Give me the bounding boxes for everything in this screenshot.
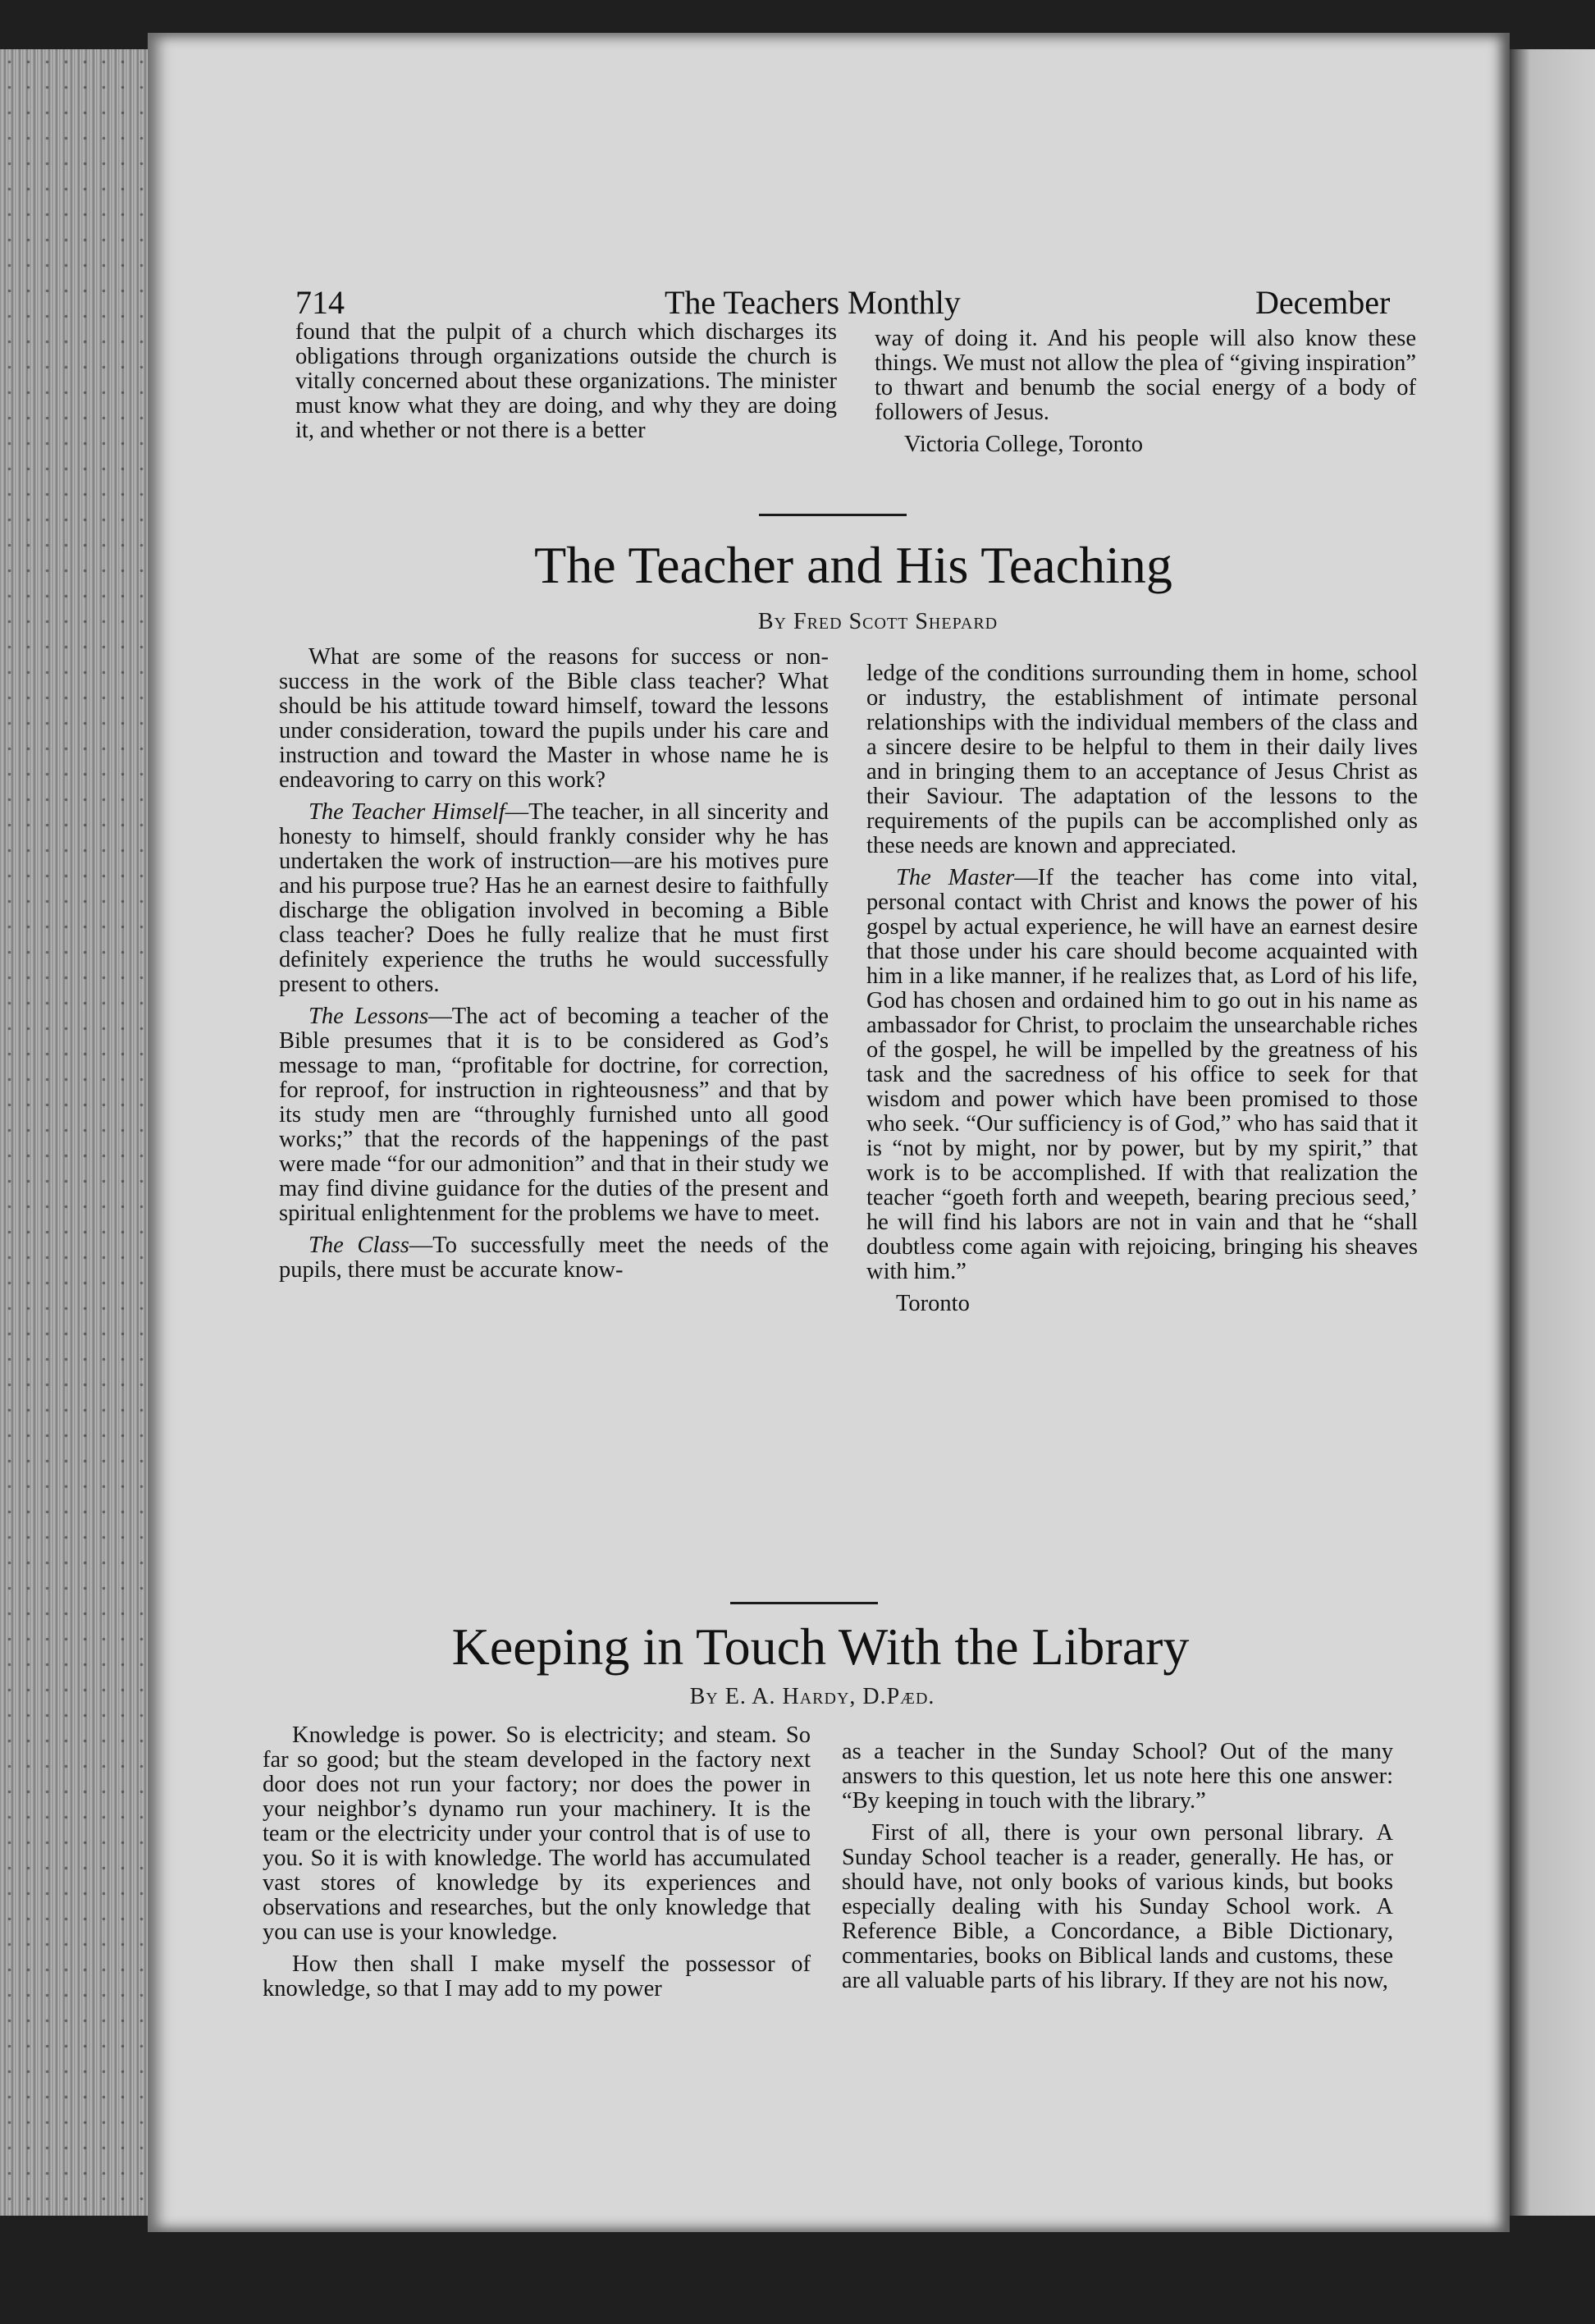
article1-lessons: The Lessons—The act of becoming a teacher of the Bible presumes that it is to be considered as God’s message to man, “profitable for doctrine, for correction, for reproof, for instruction in righteousness” and that by its study men are “throughly furnished unto all good works;” that the records of the happenings of the past were made “for our admonition” and that in their study we may find divine guidance for the duties of the present and spiritual enlightenment for the problems we have to meet. — [279, 1004, 829, 1226]
prev-article-signoff: Victoria College, Toronto — [904, 432, 1143, 457]
article1-signoff: Toronto — [896, 1291, 970, 1316]
prev-article-text-1: found that the pulpit of a church which discharges its obligations through organizations outside the church is vitally concerned about these organizations. The minister must know what they are doing, and why they are doing it, and whether or not there is a better — [295, 319, 837, 443]
article-title-library: Keeping in Touch With the Library — [451, 1617, 1190, 1676]
article1-master: The Master—If the teacher has come into vital, personal contact with Christ and knows the power of his gospel by actual experience, he will have an earnest desire that those under his care should become acquainted with him in a like manner, if he realizes that, as Lord of his life, God has chosen and ordained him to go out in his name as ambassador for Christ, to proclaim the unsearchable riches of the gospel, he will be impelled by the greatness of his task and the sacredness of his office to seek for that wisdom and power which have been promised to those who seek. “Our sufficiency is of God,” who has said that it is “not by might, nor by power, but by my spirit,” that work is to be accomplished. If with that realization the teacher “goeth forth and weepeth, bearing precious seed,’ he will find his labors are not in vain and that he “shall doubtless come again with rejoicing, bringing his sheaves with him.” — [866, 865, 1418, 1284]
article1-intro: What are some of the reasons for success or non-success in the work of the Bible class teacher? What should be his attitude toward himself, toward the lessons under consideration, toward the pupils under his care and instruction and toward the Master in whose name he is endeavoring to carry on this work? — [279, 644, 829, 793]
facing-page-edge — [1510, 49, 1595, 2216]
article2-col2 — [842, 1740, 1393, 2001]
article1-class: The Class—To successfully meet the needs of the pupils, there must be accurate know- — [279, 1233, 829, 1283]
article1-col2 — [866, 661, 1418, 1324]
page-number: 714 — [295, 284, 345, 321]
article2-col1 — [263, 1723, 811, 2009]
book-page-edges — [0, 49, 164, 2216]
subhead-lessons: The Lessons — [308, 1004, 429, 1029]
article2-para1: Knowledge is power. So is electricity; and steam. So far so good; but the steam developed in the factory next door does not run your factory; nor does the power in your neighbor’s dynamo run your machinery. It is the team or the electricity under your control that is of use to you. So it is with knowledge. The world has accumulated vast stores of knowledge by its experiences and observations and researches, but the only knowledge that you can use is your knowledge. — [263, 1722, 811, 1945]
subhead-class: The Class — [308, 1233, 409, 1258]
section-divider — [759, 514, 907, 516]
article-byline-shepard: By Fred Scott Shepard — [757, 609, 999, 634]
section-divider-2 — [730, 1602, 878, 1604]
book-page — [148, 33, 1510, 2232]
article1-class-continued: ledge of the conditions surrounding them in home, school or industry, the establishment of intimate personal relationships with the individual members of the class and a sincere desire to be helpful to them in their daily lives and in bringing them to an acceptance of Jesus Christ as their Saviour. The adaptation of the lessons to the requirements of the pupils can be accomplished only as these needs are known and appreciated. — [866, 661, 1418, 858]
article2-para4: First of all, there is your own personal library. A Sunday School teacher is a reader, generally. He has, or should have, not only books of various kinds, but books especially dealing with his Sunday School work. A Reference Bible, a Concordance, a Bible Dictionary, commentaries, books on Biblical lands and customs, these are all valuable parts of his library. If they are not his now, — [842, 1820, 1393, 1993]
running-title: The Teachers Monthly — [665, 284, 961, 321]
article2-para2: How then shall I make myself the possessor of knowledge, so that I may add to my power — [263, 1951, 811, 2001]
prev-article-text-2: way of doing it. And his people will also know these things. We must not allow the plea of “giving inspiration” to thwart and benumb the social energy of a body of followers of Jesus. — [875, 326, 1416, 425]
prev-article-col2 — [875, 327, 1416, 464]
subhead-master: The Master — [896, 865, 1015, 890]
article1-col1 — [279, 645, 829, 1290]
article2-para3: as a teacher in the Sunday School? Out of the many answers to this question, let us note here this one answer: “By keeping in touch with the library.” — [842, 1739, 1393, 1814]
prev-article-col1 — [295, 320, 837, 451]
article1-teacher-himself: The Teacher Himself—The teacher, in all sincerity and honesty to himself, should frankly consider why he has undertaken the work of instruction—are his motives pure and his purpose true? Has he an earnest desire to faithfully discharge the obligation involved in becoming a Bible class teacher? Does he fully realize that he must first definitely experience the truths he would successfully present to others. — [279, 799, 829, 997]
running-month: December — [1255, 284, 1391, 321]
article-title-teacher: The Teacher and His Teaching — [534, 536, 1172, 594]
subhead-teacher-himself: The Teacher Himself — [308, 799, 505, 825]
article-byline-hardy: By E. A. Hardy, D.Pæd. — [689, 1684, 935, 1709]
